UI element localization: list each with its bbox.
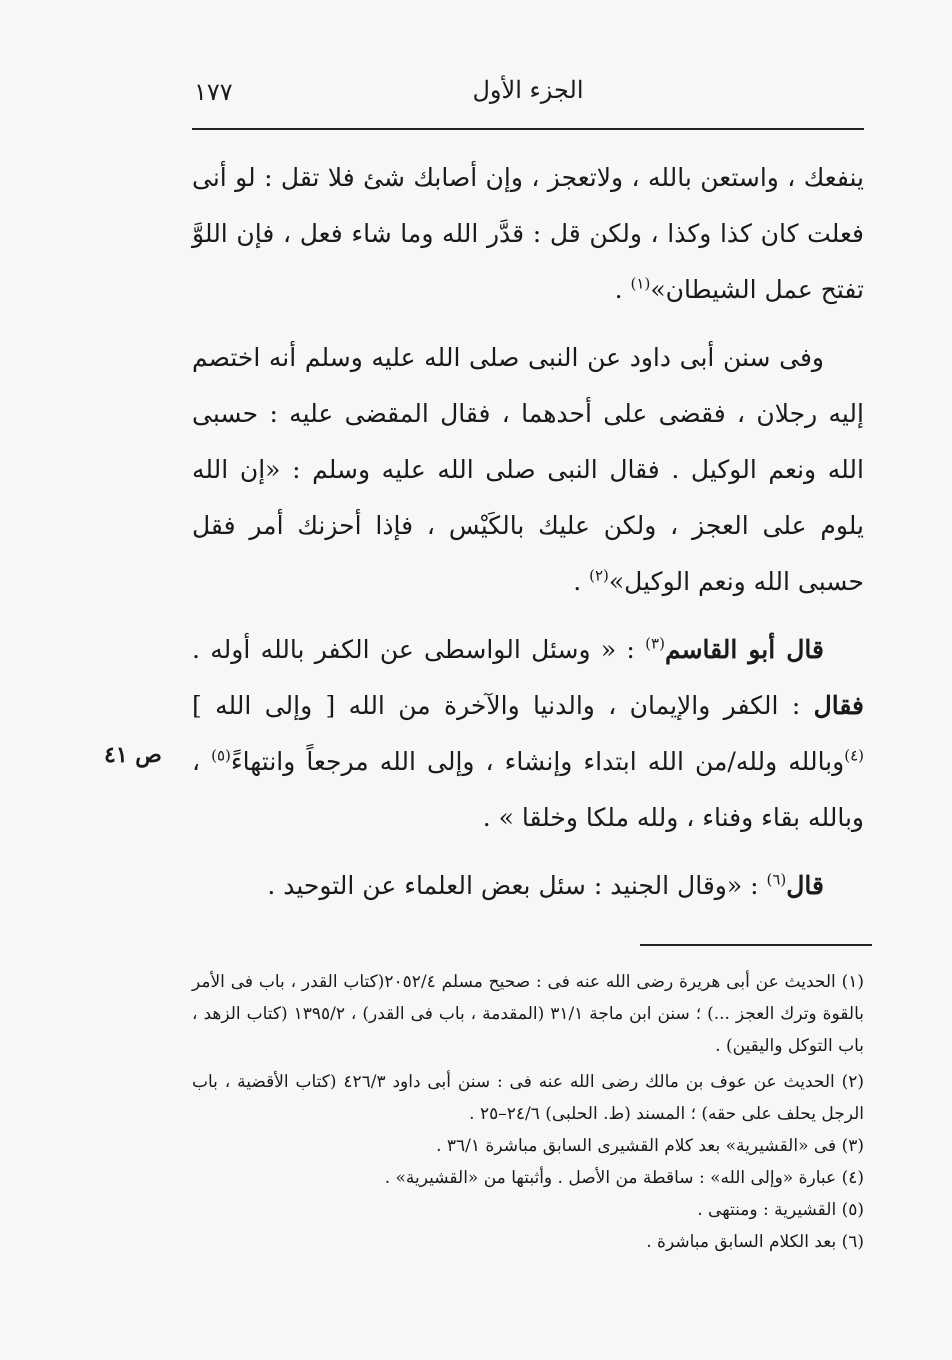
- speaker-abu-al-qasim: قال أبو القاسم: [664, 635, 824, 664]
- paragraph-1-text: ينفعك ، واستعن بالله ، ولاتعجز ، وإن أصابك شئ فلا تقل : لو أنى فعلت كان كذا وكذا ، ولكن قل : قدَّر الله وما شاء فعل ، فإن اللوَّ تفتح عمل الشيطان»: [192, 163, 864, 304]
- paragraph-4-text: : «وقال الجنيد : سئل بعض العلماء عن التوحيد .: [267, 871, 767, 900]
- footnote-6: (٦) بعد الكلام السابق مباشرة .: [646, 1232, 864, 1252]
- footnote-marker-1[interactable]: (١): [630, 274, 651, 293]
- running-title: الجزء الأول: [472, 76, 584, 104]
- paragraph-3-text-b: : الكفر والإيمان ، والدنيا والآخرة من الله [ وإلى الله ]: [192, 691, 814, 720]
- header-rule: [192, 128, 864, 130]
- footnote-marker-3[interactable]: (٣): [645, 634, 665, 653]
- paragraph-4: [192, 858, 864, 914]
- margin-page-reference: ص ٤١: [104, 742, 162, 768]
- footnote-1: (١) الحديث عن أبى هريرة رضى الله عنه فى : صحيح مسلم ٢٠٥٢/٤(كتاب القدر ، باب فى الأمر بالقوة وترك العجز ...) ؛ سنن ابن ماجة ٣١/١ (المقدمة ، باب فى القدر) ، ١٣٩٥/٢ (كتاب الزهد ، باب التوكل واليقين) .: [192, 972, 864, 1056]
- footnote-5: (٥) القشيرية : ومنتهى .: [697, 1200, 864, 1220]
- footnote-2: (٢) الحديث عن عوف بن مالك رضى الله عنه فى : سنن أبى داود ٤٢٦/٣ (كتاب الأقضية ، باب الرجل يحلف على حقه) ؛ المسند (ط. الحلبى) ٢٤/٦–٢٥ .: [192, 1072, 864, 1124]
- footnote-marker-5[interactable]: (٥): [211, 746, 231, 765]
- page-number: ١٧٧: [194, 78, 233, 106]
- main-text: [192, 150, 864, 914]
- speaker-faqal: فقال: [813, 691, 864, 720]
- paragraph-2-end: .: [573, 567, 590, 596]
- paragraph-3-text-a: : « وسئل الواسطى عن الكفر بالله أوله .: [192, 635, 646, 664]
- footnote-marker-2[interactable]: (٢): [589, 566, 609, 585]
- footnote-marker-6[interactable]: (٦): [766, 870, 787, 889]
- paragraph-1-end: .: [614, 275, 631, 304]
- paragraph-3-text-d: ، وبالله بقاء وفناء ، ولله ملكا وخلقا » .: [192, 747, 864, 832]
- paragraph-2: [192, 330, 864, 610]
- footnote-rule: [640, 944, 872, 946]
- footnote-marker-4[interactable]: (٤): [844, 746, 864, 765]
- footnote-4: (٤) عبارة «وإلى الله» : ساقطة من الأصل . وأثبتها من «القشيرية» .: [384, 1168, 864, 1188]
- paragraph-3-text-c: وبالله ولله/من الله ابتداء وإنشاء ، وإلى الله مرجعاً وانتهاءً: [230, 747, 845, 776]
- footnote-3: (٣) فى «القشيرية» بعد كلام القشيرى السابق مباشرة ٣٦/١ .: [436, 1136, 864, 1156]
- paragraph-3: [192, 622, 864, 846]
- paragraph-1: [192, 150, 864, 318]
- footnotes: [192, 966, 864, 1258]
- page-header: [192, 72, 864, 112]
- paragraph-2-text: وفى سنن أبى داود عن النبى صلى الله عليه وسلم أنه اختصم إليه رجلان ، فقضى على أحدهما ، فقال المقضى عليه : حسبى الله ونعم الوكيل . فقال النبى صلى الله عليه وسلم : «إن الله يلوم على العجز ، ولكن عليك بالكَيْس ، فإذا أحزنك أمر فقل حسبى الله ونعم الوكيل»: [192, 343, 864, 596]
- speaker-qal: قال: [786, 871, 824, 900]
